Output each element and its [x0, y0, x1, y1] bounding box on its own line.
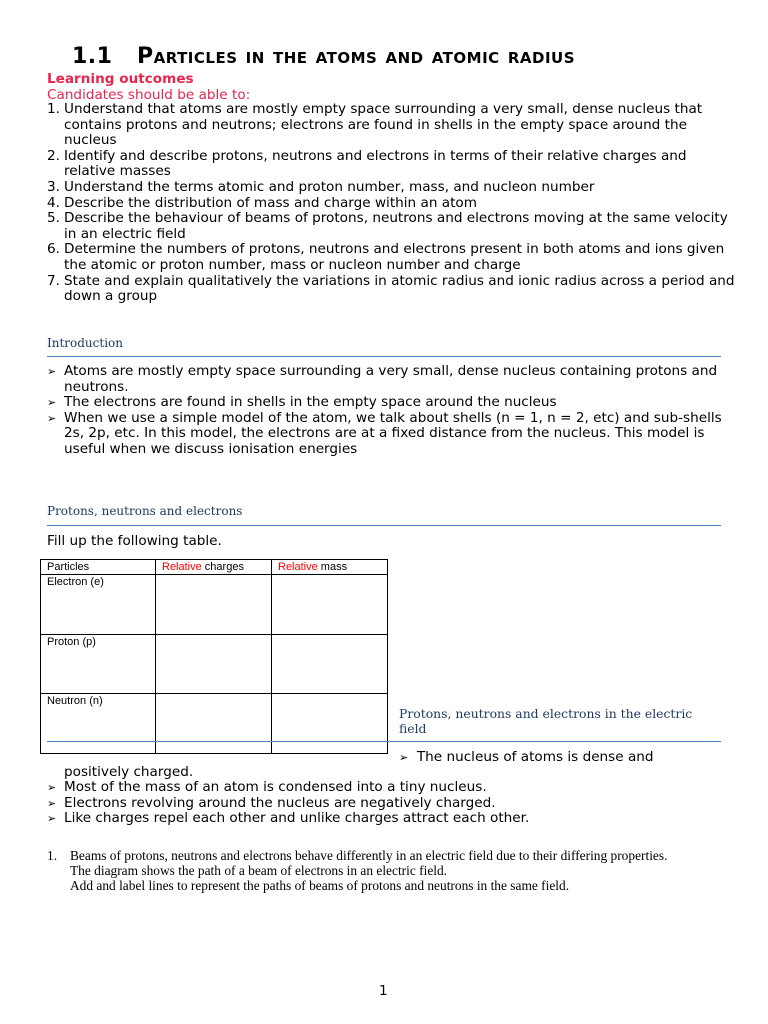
- bullet-text: Most of the mass of an atom is condensed into a tiny nucleus.: [64, 779, 487, 795]
- arrow-bullet-icon: ➢: [47, 365, 57, 378]
- answer-cell[interactable]: [272, 694, 388, 754]
- item-text: Describe the behaviour of beams of protons, neutrons and electrons moving at the same velocity in an electric field: [64, 210, 728, 242]
- answer-cell[interactable]: [272, 575, 388, 635]
- item-text: Understand that atoms are mostly empty space surrounding a very small, dense nucleus that contains protons and neutrons; electrons are found in shells in the empty space around the nucleus: [64, 101, 703, 149]
- field-bullet: ➢ The nucleus of atoms is dense and: [399, 749, 654, 765]
- page-title: 1.1 Particles in the atoms and atomic radius: [72, 44, 576, 69]
- learning-outcome-item: [47, 196, 737, 212]
- bullet-text: The electrons are found in shells in the empty space around the nucleus: [64, 394, 557, 411]
- question-line: Add and label lines to represent the paths of beams of protons and neutrons in the same field.: [70, 878, 570, 894]
- table-instruction: Fill up the following table.: [47, 533, 222, 549]
- learning-outcome-item: [47, 102, 737, 149]
- learning-outcome-item: [47, 242, 737, 273]
- header-mass: Relative mass: [272, 560, 388, 575]
- pne-heading: Protons, neutrons and electrons: [47, 504, 243, 518]
- item-text: Describe the distribution of mass and charge within an atom: [64, 194, 477, 211]
- introduction-heading: Introduction: [47, 336, 123, 350]
- arrow-bullet-icon: ➢: [47, 396, 57, 410]
- answer-cell[interactable]: [156, 694, 272, 754]
- arrow-bullet-icon: ➢: [47, 411, 57, 425]
- arrow-bullet-icon: ➢: [47, 796, 57, 810]
- question-line: The diagram shows the path of a beam of electrons in an electric field.: [70, 863, 448, 879]
- item-number: 6.: [47, 241, 60, 258]
- arrow-bullet-icon: ➢: [47, 781, 57, 794]
- item-text: Determine the numbers of protons, neutrons and electrons present in both atoms and ions given the atomic or proton number, mass or nucleon number and charge: [64, 241, 725, 273]
- arrow-bullet-icon: ➢: [399, 751, 409, 764]
- bullet-text: When we use a simple model of the atom, we talk about shells (n = 1, n = 2, etc) and sub-shells 2s, 2p, etc. In this model, the electrons are at a fixed distance from the nucleus. This model is useful when we discuss ionisation energies: [64, 409, 722, 457]
- item-number: 3.: [47, 178, 60, 195]
- learning-outcomes-list: [47, 102, 737, 305]
- answer-cell[interactable]: [156, 575, 272, 635]
- arrow-bullet-icon: ➢: [47, 812, 57, 826]
- bullet-item: [47, 796, 727, 812]
- bullet-item: [47, 411, 727, 458]
- bullet-text: Atoms are mostly empty space surrounding a very small, dense nucleus containing protons and neutrons.: [64, 363, 718, 395]
- field-heading: Protons, neutrons and electrons in the electric field: [399, 706, 693, 736]
- item-number: 2.: [47, 147, 60, 164]
- item-text: Identify and describe protons, neutrons and electrons in terms of their relative charges and relative masses: [64, 147, 687, 180]
- learning-outcome-item: [47, 211, 737, 242]
- answer-cell[interactable]: [272, 635, 388, 694]
- question-line: Beams of protons, neutrons and electrons behave differently in an electric field due to their differing properties.: [70, 848, 668, 863]
- item-number: 5.: [47, 210, 60, 227]
- question-number: 1.: [47, 848, 58, 863]
- item-number: 1.: [47, 101, 60, 117]
- introduction-bullets: [47, 364, 727, 458]
- field-bullets: [47, 780, 727, 827]
- item-number: 4.: [47, 194, 60, 211]
- header-charges: Relative charges: [156, 560, 272, 575]
- bullet-item: [47, 395, 727, 411]
- learning-outcome-item: [47, 180, 737, 196]
- bullet-item: [47, 364, 727, 395]
- question-text: [70, 848, 667, 894]
- row-label: Neutron (n): [41, 694, 156, 754]
- learning-outcome-item: [47, 149, 737, 180]
- bullet-item: [47, 811, 727, 827]
- particles-table: [40, 559, 388, 754]
- bullet-text: Like charges repel each other and unlike charges attract each other.: [64, 810, 530, 827]
- page-number: 1: [379, 983, 388, 999]
- field-bullet-cont: positively charged.: [64, 764, 194, 780]
- row-label: Electron (e): [41, 575, 156, 635]
- bullet-item: [47, 780, 727, 796]
- header-particles: Particles: [41, 560, 156, 575]
- learning-outcome-item: [47, 274, 737, 305]
- row-label: Proton (p): [41, 635, 156, 694]
- bullet-text: Electrons revolving around the nucleus are negatively charged.: [64, 794, 496, 811]
- learning-outcomes-heading: Learning outcomes: [47, 71, 194, 87]
- item-text: State and explain qualitatively the variations in atomic radius and ionic radius across a period and down a group: [64, 272, 735, 305]
- divider: [47, 356, 721, 357]
- answer-cell[interactable]: [156, 635, 272, 694]
- item-number: 7.: [47, 272, 60, 289]
- learning-outcomes-intro: Candidates should be able to:: [47, 87, 251, 103]
- divider: [47, 525, 721, 526]
- item-text: Understand the terms atomic and proton number, mass, and nucleon number: [64, 178, 595, 195]
- divider: [47, 741, 721, 742]
